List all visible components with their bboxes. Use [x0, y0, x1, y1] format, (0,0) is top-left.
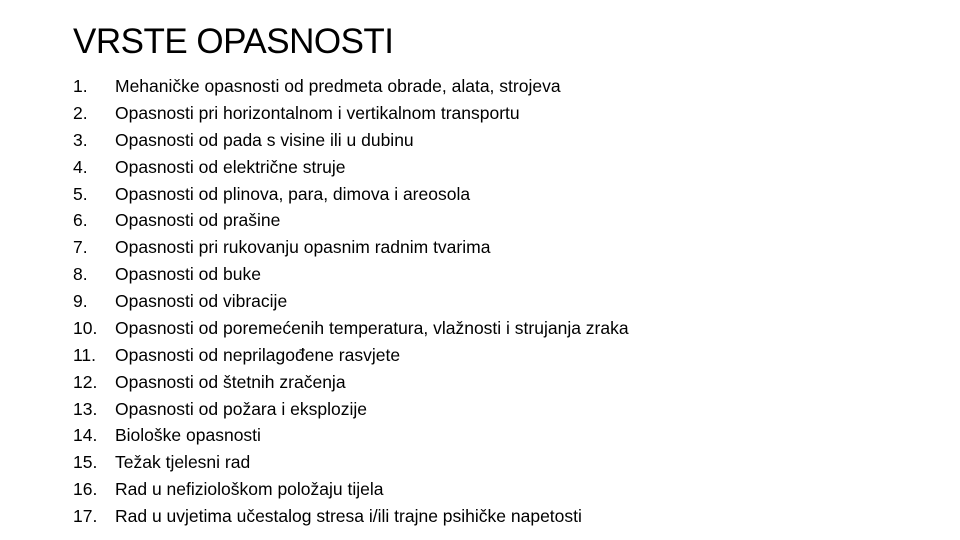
list-item-text: Biološke opasnosti — [115, 425, 261, 446]
list-item-number: 2. — [73, 102, 88, 123]
list-item — [73, 207, 629, 234]
list-item-text: Opasnosti pri horizontalnom i vertikalnom transportu — [115, 102, 520, 123]
list-item-number: 9. — [73, 291, 88, 311]
list-item-number: 5. — [73, 183, 88, 204]
list-item-text: Opasnosti od plinova, para, dimova i areosola — [115, 183, 471, 204]
list-item-number: 1. — [73, 76, 88, 96]
list-item — [73, 181, 629, 208]
list-item — [73, 476, 629, 503]
list-item — [73, 154, 629, 181]
slide-title: VRSTE OPASNOSTI — [73, 22, 394, 61]
list-item-text: Rad u nefiziološkom položaju tijela — [115, 479, 384, 500]
list-item-number: 14. — [73, 425, 98, 446]
list-item-text: Opasnosti od štetnih zračenja — [115, 371, 346, 392]
list-item-text: Težak tjelesni rad — [115, 452, 251, 473]
list-item-text: Mehaničke opasnosti od predmeta obrade, alata, strojeva — [115, 76, 561, 96]
list-item — [73, 449, 629, 476]
list-item-text: Rad u uvjetima učestalog stresa i/ili trajne psihičke napetosti — [115, 506, 582, 526]
list-item — [73, 100, 629, 127]
list-item — [73, 396, 629, 423]
list-item — [73, 261, 629, 288]
list-item-text: Opasnosti od vibracije — [115, 291, 288, 311]
list-item — [73, 288, 629, 315]
list-item — [73, 234, 629, 261]
list-item-text: Opasnosti od prašine — [115, 210, 281, 231]
list-item-number: 13. — [73, 398, 98, 419]
list-item — [73, 503, 629, 530]
list-item-number: 6. — [73, 210, 88, 231]
list-item — [73, 422, 629, 449]
list-item-number: 7. — [73, 237, 88, 258]
list-item-number: 16. — [73, 479, 98, 500]
list-item-text: Opasnosti od poremećenih temperatura, vlažnosti i strujanja zraka — [115, 317, 629, 338]
list-item-text: Opasnosti od pada s visine ili u dubinu — [115, 129, 414, 150]
list-item-number: 12. — [73, 371, 98, 392]
list-item — [73, 369, 629, 396]
list-item-number: 11. — [73, 344, 97, 365]
list-item-number: 3. — [73, 129, 88, 150]
list-item-number: 10. — [73, 317, 98, 338]
list-item-number: 8. — [73, 264, 88, 285]
list-item-text: Opasnosti od požara i eksplozije — [115, 398, 367, 419]
list-item — [73, 127, 629, 154]
list-item — [73, 315, 629, 342]
list-item-text: Opasnosti od električne struje — [115, 156, 346, 177]
hazard-list — [73, 73, 629, 530]
list-item-number: 15. — [73, 452, 98, 473]
list-item-text: Opasnosti od buke — [115, 264, 261, 285]
list-item — [73, 342, 629, 369]
list-item-text: Opasnosti od neprilagođene rasvjete — [115, 344, 401, 365]
list-item — [73, 73, 629, 100]
list-item-text: Opasnosti pri rukovanju opasnim radnim tvarima — [115, 237, 491, 258]
list-item-number: 17. — [73, 506, 98, 526]
list-item-number: 4. — [73, 156, 88, 177]
